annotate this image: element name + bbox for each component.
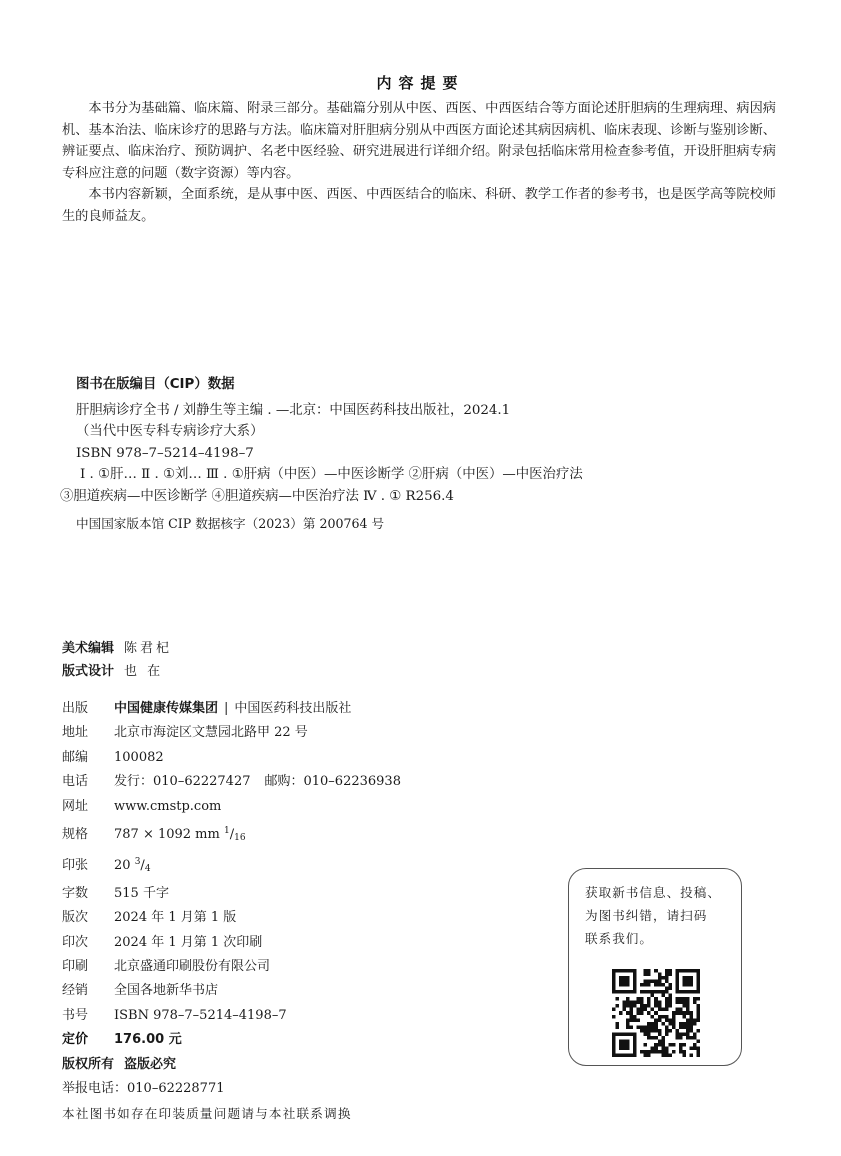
qr-text-line-3: 联系我们。 <box>585 931 653 946</box>
website-row <box>62 795 401 819</box>
cip-block <box>60 374 776 535</box>
cip-note: 中国国家版本馆 CIP 数据核字（2023）第 200764 号 <box>76 516 385 531</box>
edition-row <box>62 906 401 930</box>
layout-design-row <box>62 660 172 683</box>
address-row <box>62 721 401 745</box>
cip-line-isbn: ISBN 978–7–5214–4198–7 <box>76 445 254 461</box>
sheets-label: 印张 <box>62 858 89 874</box>
format-fraction-numerator: 1 <box>223 826 230 837</box>
postcode-value: 100082 <box>114 749 164 765</box>
printing-label: 印次 <box>62 934 89 950</box>
cip-line-series: （当代中医专科专病诊疗大系） <box>76 424 264 439</box>
edition-label: 版次 <box>62 910 89 926</box>
art-editor-row <box>62 637 172 660</box>
format-row: 规格 787 × 1092 mm $^1/_{16}$ <box>62 819 401 850</box>
art-editor-name: 陈君杞 <box>124 641 173 656</box>
address-label: 地址 <box>62 725 89 741</box>
isbn-label: 书号 <box>62 1007 89 1023</box>
cip-line-classification-1: Ⅰ . ①肝… Ⅱ . ①刘… Ⅲ . ①肝病（中医）—中医诊断学 ②肝病（中医）—中医治疗法 <box>80 467 583 482</box>
printing-value: 2024 年 1 月第 1 次印刷 <box>114 934 263 950</box>
summary-paragraph-1: 本书分为基础篇、临床篇、附录三部分。基础篇分别从中医、西医、中西医结合等方面论述肝胆病的生理病理、病因病机、基本治法、临床诊疗的思路与方法。临床篇对肝胆病分别从中西医方面论述其病因病机、临床表现、诊断与鉴别诊断、辨证要点、临床治疗、预防调护、名老中医经验、研究进展进行详细介绍。附录包括临床常用检查参考值，开设肝胆病专病专科应注意的问题（数字资源）等内容。 <box>62 101 776 181</box>
cip-title: 图书在版编目（CIP）数据 <box>76 377 235 392</box>
publisher-press: 中国医药科技出版社 <box>234 701 352 716</box>
word-count-row <box>62 882 401 906</box>
word-count-label: 字数 <box>62 885 89 901</box>
phone-distribution: 发行：010–62227427 <box>114 774 251 790</box>
printing-row <box>62 931 401 955</box>
publication-info <box>62 697 401 1126</box>
website-value: www.cmstp.com <box>114 798 222 814</box>
publisher-separator: | <box>224 701 229 716</box>
summary-title: 内容提要 <box>376 74 465 92</box>
staff-block <box>62 637 172 683</box>
postcode-row <box>62 746 401 770</box>
rights-reserved: 版权所有 <box>62 1056 115 1072</box>
price-row <box>62 1028 401 1052</box>
website-label: 网址 <box>62 798 89 814</box>
cip-line-classification-2: ③胆道疾病—中医诊断学 ④胆道疾病—中医治疗法 Ⅳ . ① R256.4 <box>60 488 454 504</box>
isbn-value: ISBN 978–7–5214–4198–7 <box>114 1007 287 1023</box>
summary-paragraph-2: 本书内容新颖，全面系统，是从事中医、西医、中西医结合的临床、科研、教学工作者的参考书，也是医学高等院校师生的良师益友。 <box>62 187 776 224</box>
sheets-row: 印张 20 $^3/_4$ <box>62 850 401 881</box>
price-value: 176.00 元 <box>114 1032 182 1048</box>
sheets-fraction-denominator: 4 <box>144 864 151 875</box>
edition-value: 2024 年 1 月第 1 版 <box>114 910 237 926</box>
format-value: 787 × 1092 mm <box>114 827 220 843</box>
publisher-row <box>62 697 401 721</box>
qr-text-line-1: 获取新书信息、投稿、 <box>585 885 721 900</box>
address-value: 北京市海淀区文慧园北路甲 22 号 <box>114 725 308 741</box>
phone-mail-order: 邮购：010–62236938 <box>264 774 401 790</box>
art-editor-label: 美术编辑 <box>62 641 115 656</box>
rights-row <box>62 1053 401 1077</box>
piracy-notice: 盗版必究 <box>124 1056 177 1072</box>
qr-code-icon[interactable] <box>612 969 700 1057</box>
printer-row <box>62 955 401 979</box>
publisher-label: 出版 <box>62 701 89 716</box>
qr-contact-box <box>568 868 742 1066</box>
sheets-value: 20 <box>114 858 131 874</box>
summary-body <box>62 98 776 227</box>
price-label: 定价 <box>62 1032 89 1048</box>
quality-notice: 本社图书如存在印装质量问题请与本社联系调换 <box>62 1105 352 1121</box>
cip-line-title: 肝胆病诊疗全书 / 刘静生等主编 . —北京：中国医药科技出版社，2024.1 <box>76 402 511 418</box>
printer-value: 北京盛通印刷股份有限公司 <box>114 959 271 975</box>
phone-row <box>62 770 401 794</box>
qr-text-line-2: 为图书纠错，请扫码 <box>585 908 708 923</box>
phone-label: 电话 <box>62 774 89 790</box>
layout-design-label: 版式设计 <box>62 664 115 679</box>
isbn-row <box>62 1004 401 1028</box>
word-count-value: 515 千字 <box>114 885 169 901</box>
layout-design-name: 也 在 <box>124 664 164 679</box>
format-label: 规格 <box>62 827 89 843</box>
distributor-label: 经销 <box>62 983 89 999</box>
format-fraction-denominator: 16 <box>234 833 246 844</box>
distributor-value: 全国各地新华书店 <box>114 983 219 999</box>
report-phone: 举报电话：010–62228771 <box>62 1081 225 1097</box>
distributor-row <box>62 979 401 1003</box>
printer-label: 印刷 <box>62 959 89 975</box>
postcode-label: 邮编 <box>62 749 89 765</box>
qr-instructions <box>585 881 735 950</box>
publisher-group: 中国健康传媒集团 <box>114 701 219 716</box>
sheets-fraction-numerator: 3 <box>134 857 141 868</box>
